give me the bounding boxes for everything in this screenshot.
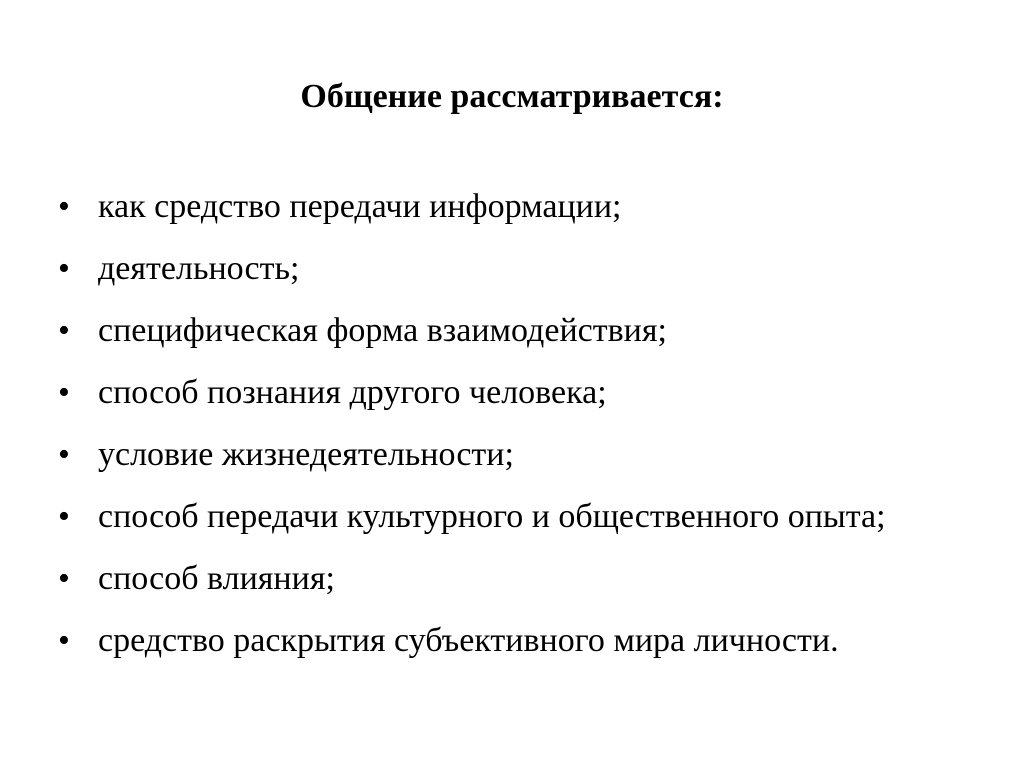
bullet-icon: • (58, 250, 70, 287)
bullet-icon: • (58, 560, 70, 597)
list-item-text: специфическая форма взаимодействия; (98, 312, 667, 349)
list-item-text: способ передачи культурного и общественного опыта; (98, 498, 886, 535)
list-item-text: способ влияния; (98, 560, 335, 597)
list-item (56, 311, 986, 351)
bullet-icon: • (58, 312, 70, 349)
list-item (56, 435, 986, 475)
bullet-icon: • (58, 436, 70, 473)
list-item-text: деятельность; (98, 250, 300, 287)
bullet-icon: • (58, 498, 70, 535)
list-item-text: условие жизнедеятельности; (98, 436, 514, 473)
bullet-icon: • (58, 374, 70, 411)
list-item (56, 249, 986, 289)
list-item-text: средство раскрытия субъективного мира личности. (98, 622, 839, 659)
list-item-text: как средство передачи информации; (98, 188, 622, 225)
list-item (56, 373, 986, 413)
bullet-icon: • (58, 622, 70, 659)
list-item (56, 497, 986, 537)
list-item (56, 621, 986, 661)
list-item (56, 559, 986, 599)
bullet-icon: • (58, 188, 70, 225)
bullet-list (56, 187, 986, 661)
list-item (56, 187, 986, 227)
list-item-text: способ познания другого человека; (98, 374, 607, 411)
slide-title: Общение рассматривается: (300, 78, 724, 115)
